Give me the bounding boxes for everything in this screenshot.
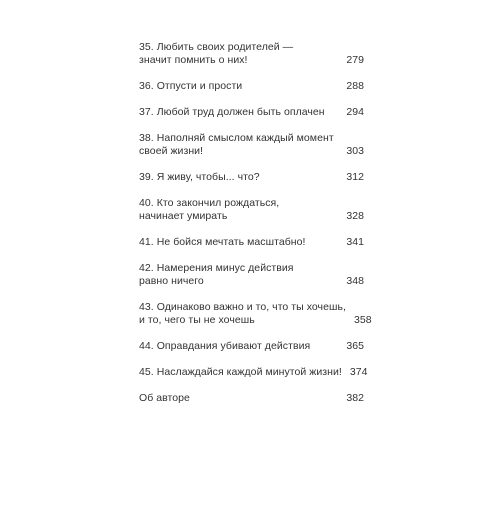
toc-entry-title-line: 36. Отпусти и прости: [139, 80, 243, 92]
toc-entry-page-number: 294: [346, 106, 364, 118]
toc-entry-page-number: 279: [346, 54, 364, 66]
toc-entry-page-number: 328: [346, 210, 364, 222]
toc-entry-title: [139, 106, 346, 119]
table-of-contents: [139, 41, 372, 418]
toc-entry-title-line: 38. Наполняй смыслом каждый момент: [139, 132, 334, 144]
toc-entry-39[interactable]: [139, 171, 364, 184]
toc-entry-title-line: 37. Любой труд должен быть оплачен: [139, 106, 325, 118]
toc-entry-37[interactable]: [139, 106, 364, 119]
toc-entry-page-number: 365: [346, 340, 364, 352]
toc-entry-title: [139, 171, 346, 184]
toc-entry-title-line: и то, чего ты не хочешь: [139, 314, 255, 326]
toc-entry-title-line: 40. Кто закончил рождаться,: [139, 197, 280, 209]
toc-entry-45[interactable]: [139, 366, 368, 379]
toc-entry-title-line: 43. Одинаково важно и то, что ты хочешь,: [139, 301, 346, 313]
toc-entry-title: [139, 197, 346, 223]
toc-entry-title-line: 39. Я живу, чтобы... что?: [139, 171, 260, 183]
toc-entry-40[interactable]: [139, 197, 364, 223]
toc-entry-page-number: 358: [353, 314, 372, 326]
toc-entry-43[interactable]: [139, 301, 372, 327]
toc-entry-title-line: начинает умирать: [139, 210, 228, 222]
toc-entry-title-line: своей жизни!: [139, 145, 204, 157]
toc-entry-title-line: 44. Оправдания убивают действия: [139, 340, 311, 352]
toc-entry-page-number: 312: [346, 171, 364, 183]
toc-entry-page-number: 341: [346, 236, 364, 248]
toc-entry-title-line: 45. Наслаждайся каждой минутой жизни!: [139, 366, 342, 378]
toc-entry-title: [139, 80, 346, 93]
toc-entry-page-number: 382: [346, 392, 364, 404]
toc-entry-title: [139, 392, 346, 405]
toc-entry-page-number: 303: [346, 145, 364, 157]
toc-entry-title: [139, 41, 346, 67]
toc-entry-title: [139, 366, 350, 379]
toc-entry-title-line: равно ничего: [139, 275, 204, 287]
toc-entry-title: [139, 340, 346, 353]
toc-entry-38[interactable]: [139, 132, 364, 158]
toc-entry-page-number: 348: [346, 275, 364, 287]
toc-entry-41[interactable]: [139, 236, 364, 249]
toc-entry-44[interactable]: [139, 340, 364, 353]
toc-entry-title: [139, 262, 346, 288]
toc-entry-42[interactable]: [139, 262, 364, 288]
toc-entry-page-number: 288: [346, 80, 364, 92]
toc-entry-35[interactable]: [139, 41, 364, 67]
toc-entry-about-author[interactable]: [139, 392, 364, 405]
toc-entry-title-line: 41. Не бойся мечтать масштабно!: [139, 236, 306, 248]
toc-entry-title-line: Об авторе: [139, 392, 190, 404]
toc-entry-36[interactable]: [139, 80, 364, 93]
toc-entry-title-line: значит помнить о них!: [139, 54, 248, 66]
toc-entry-title-line: 42. Намерения минус действия: [139, 262, 294, 274]
toc-entry-title: [139, 301, 354, 327]
toc-entry-title-line: 35. Любить своих родителей —: [139, 41, 294, 53]
toc-entry-title: [139, 236, 346, 249]
toc-entry-title: [139, 132, 346, 158]
toc-entry-page-number: 374: [349, 366, 368, 378]
